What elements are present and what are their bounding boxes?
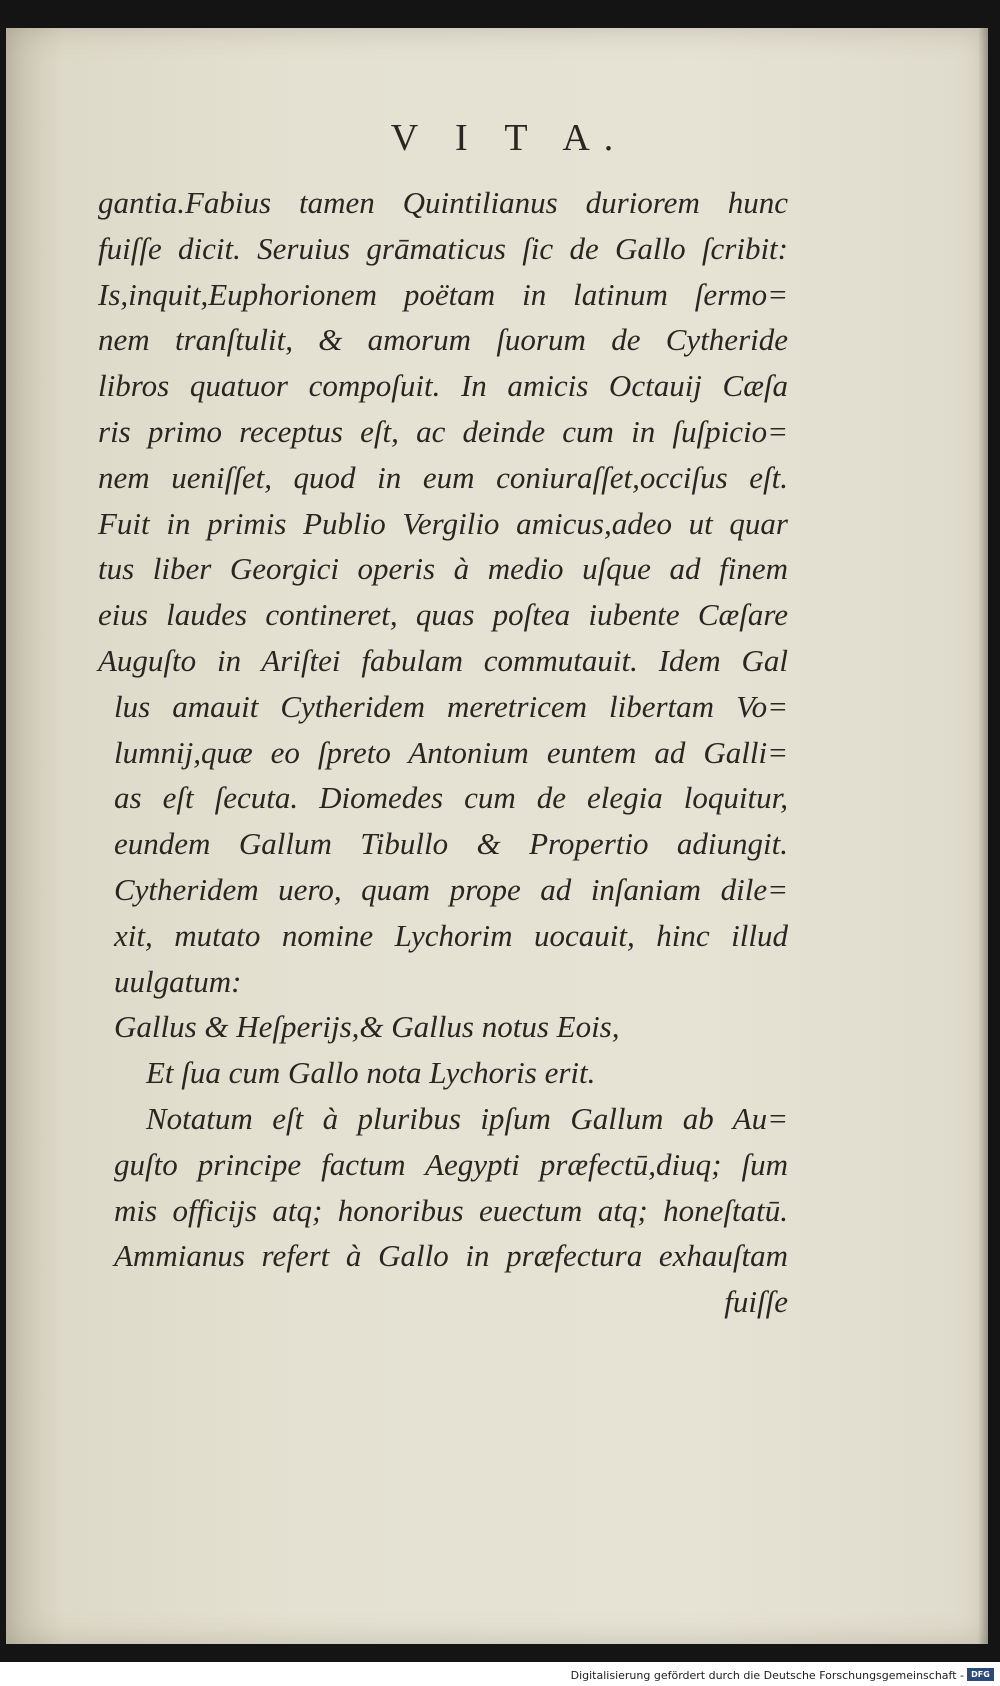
text-line: nem tranſtulit, & amorum ſuorum de Cytheride xyxy=(98,322,788,358)
book-page xyxy=(6,28,988,1644)
text-line: Notatum eſt à pluribus ipſum Gallum ab Au= xyxy=(146,1100,788,1136)
text-line: Auguſto in Ariſtei fabulam commutauit. Idem Gal xyxy=(98,642,788,678)
footer-credit: Digitalisierung gefördert durch die Deutsche Forschungsgemeinschaft - xyxy=(570,1669,964,1682)
catchword: fuiſſe xyxy=(724,1284,788,1320)
text-line: Fuit in primis Publio Vergilio amicus,adeo ut quar xyxy=(98,505,788,541)
text-line: nem ueniſſet, quod in eum coniuraſſet,occiſus eſt. xyxy=(98,459,788,495)
text-line: fuiſſe dicit. Seruius grāmaticus ſic de Gallo ſcribit: xyxy=(98,230,788,266)
text-line: tus liber Georgici operis à medio uſque ad finem xyxy=(98,551,788,587)
running-head: V I T A. xyxy=(390,117,628,159)
text-line: Ammianus refert à Gallo in præfectura exhauſtam xyxy=(114,1238,788,1274)
verse-line: Et ſua cum Gallo nota Lychoris erit. xyxy=(146,1055,596,1091)
text-line: eius laudes contineret, quas poſtea iubente Cæſare xyxy=(98,597,788,633)
text-line: ris primo receptus eſt, ac deinde cum in ſuſpicio= xyxy=(98,413,788,449)
text-line: gantia.Fabius tamen Quintilianus duriorem hunc xyxy=(98,185,788,220)
page-edge-shadow xyxy=(978,28,988,1644)
text-line: guſto principe factum Aegypti præfectū,diuq; ſum xyxy=(114,1146,788,1182)
text-line: Cytheridem uero, quam prope ad inſaniam dile= xyxy=(114,871,788,907)
text-line: xit, mutato nomine Lychorim uocauit, hinc illud xyxy=(114,917,788,953)
verse-line: Gallus & Heſperijs,& Gallus notus Eois, xyxy=(114,1009,620,1045)
text-line: mis officijs atq; honoribus euectum atq; honeſtatū. xyxy=(114,1192,788,1228)
text-line: eundem Gallum Tibullo & Propertio adiungit. xyxy=(114,826,788,862)
text-line: as eſt ſecuta. Diomedes cum de elegia loquitur, xyxy=(114,780,788,816)
text-line: lumnij,quæ eo ſpreto Antonium euntem ad Galli= xyxy=(114,734,788,770)
text-line: uulgatum: xyxy=(114,963,242,999)
text-line: Is,inquit,Euphorionem poëtam in latinum ſermo= xyxy=(98,276,788,312)
text-line: lus amauit Cytheridem meretricem libertam Vo= xyxy=(114,688,788,724)
dfg-logo-icon: DFG xyxy=(967,1668,994,1681)
footer-bar xyxy=(0,1662,1000,1686)
text-line: libros quatuor compoſuit. In amicis Octauij Cæſa xyxy=(98,368,788,404)
body-text xyxy=(98,180,788,1325)
